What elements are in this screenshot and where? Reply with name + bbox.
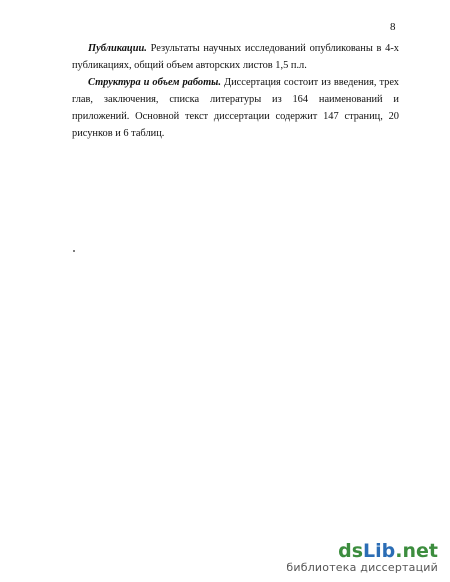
watermark: [286, 541, 438, 574]
page-number: 8: [390, 21, 396, 33]
structure-heading: Структура и объем работы.: [88, 77, 221, 88]
publications-paragraph: [72, 40, 399, 74]
structure-paragraph: [72, 74, 399, 142]
structure-text: Диссертация состоит из введения, трех глав, заключения, списка литературы из 164 наименований и приложений. Основной текст диссертации содержит 147 страниц, 20 рисунков и 6 таблиц.: [72, 77, 399, 139]
scan-speck: [73, 250, 75, 252]
watermark-logo-net: .net: [395, 540, 438, 562]
watermark-logo: [286, 541, 438, 561]
watermark-logo-ds: ds: [338, 540, 364, 562]
watermark-caption: библиотека диссертаций: [286, 561, 438, 574]
watermark-logo-lib: Lib: [363, 540, 396, 562]
publications-heading: Публикации.: [88, 43, 147, 54]
publications-text: Результаты научных исследований опубликованы в 4-х публикациях, общий объем авторских листов 1,5 п.л.: [72, 43, 399, 71]
